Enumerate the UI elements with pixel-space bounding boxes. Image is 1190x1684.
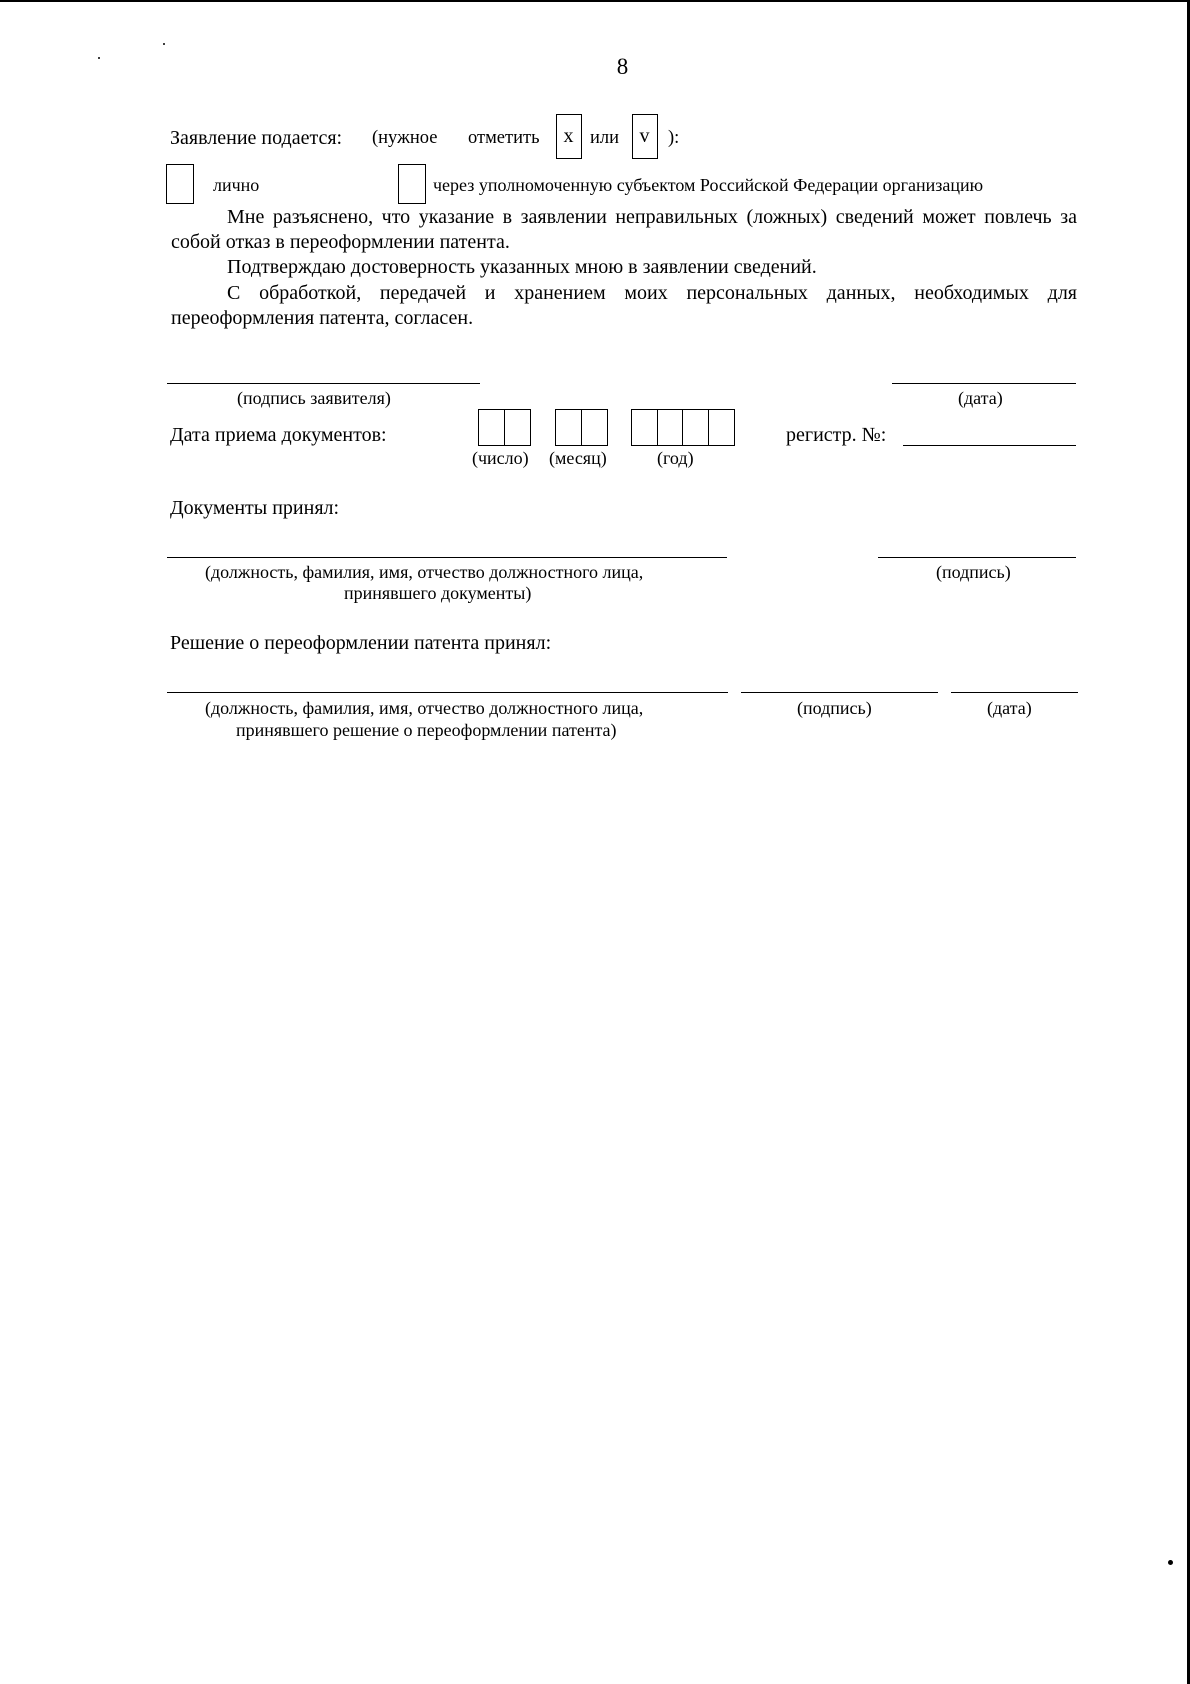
in-person-label: лично — [213, 175, 260, 195]
page-border-top — [0, 0, 1190, 2]
decision-official-caption-2: принявшего решение о переоформлении патента) — [236, 720, 617, 740]
receipt-month-cells[interactable] — [555, 409, 608, 446]
decision-signature-line[interactable] — [741, 692, 938, 693]
applicant-signature-line[interactable] — [167, 383, 480, 384]
digit-cell[interactable] — [479, 410, 505, 445]
accepting-signature-line[interactable] — [878, 557, 1076, 558]
decision-date-caption: (дата) — [987, 698, 1032, 718]
receipt-date-label: Дата приема документов: — [170, 424, 387, 446]
digit-cell[interactable] — [632, 410, 658, 445]
applicant-date-caption: (дата) — [958, 388, 1003, 408]
submission-hint-mark: отметить — [468, 128, 540, 148]
submission-hint-close: ): — [668, 128, 680, 148]
receipt-year-caption: (год) — [657, 448, 694, 468]
registration-number-label: регистр. №: — [786, 424, 887, 446]
scan-speck — [1168, 1560, 1173, 1565]
accepting-official-caption-1: (должность, фамилия, имя, отчество должностного лица, — [205, 562, 644, 582]
warning-statement: Мне разъяснено, что указание в заявлении неправильных (ложных) сведений может повлечь за собой отказ в переоформлении патента. — [171, 206, 1077, 253]
digit-cell[interactable] — [658, 410, 684, 445]
applicant-date-line[interactable] — [892, 383, 1076, 384]
accepting-official-line[interactable] — [167, 557, 727, 558]
digit-cell[interactable] — [556, 410, 582, 445]
consent-statement: С обработкой, передачей и хранением моих персональных данных, необходимых для переоформления патента, согласен. — [171, 282, 1077, 329]
decision-official-caption-1: (должность, фамилия, имя, отчество должностного лица, — [205, 698, 644, 718]
mark-v-letter: v — [639, 125, 650, 147]
receipt-year-cells[interactable] — [631, 409, 735, 446]
scan-speck — [163, 43, 165, 45]
decision-label: Решение о переоформлении патента принял: — [170, 632, 552, 654]
accepting-official-caption-2: принявшего документы) — [344, 583, 532, 603]
digit-cell[interactable] — [582, 410, 608, 445]
or-word: или — [590, 128, 620, 148]
digit-cell[interactable] — [683, 410, 709, 445]
receipt-day-cells[interactable] — [478, 409, 531, 446]
receipt-month-caption: (месяц) — [549, 448, 607, 468]
submission-label: Заявление подается: — [170, 127, 343, 149]
page-number: 8 — [616, 54, 629, 79]
confirm-statement: Подтверждаю достоверность указанных мною в заявлении сведений. — [227, 256, 817, 278]
registration-number-line[interactable] — [903, 445, 1076, 446]
decision-signature-caption: (подпись) — [797, 698, 872, 718]
via-organization-checkbox[interactable] — [398, 164, 426, 204]
via-organization-label: через уполномоченную субъектом Российской Федерации организацию — [433, 175, 984, 195]
decision-official-line[interactable] — [167, 692, 728, 693]
applicant-signature-caption: (подпись заявителя) — [237, 388, 391, 408]
decision-date-line[interactable] — [951, 692, 1078, 693]
mark-v-sample-box — [632, 114, 658, 159]
digit-cell[interactable] — [505, 410, 531, 445]
submission-hint-open: (нужное — [372, 128, 438, 148]
receipt-day-caption: (число) — [472, 448, 529, 468]
documents-accepted-label: Документы принял: — [170, 497, 340, 519]
in-person-checkbox[interactable] — [166, 164, 194, 204]
digit-cell[interactable] — [709, 410, 735, 445]
mark-x-letter: x — [563, 125, 574, 147]
accepting-signature-caption: (подпись) — [936, 562, 1011, 582]
mark-x-sample-box — [556, 114, 582, 159]
